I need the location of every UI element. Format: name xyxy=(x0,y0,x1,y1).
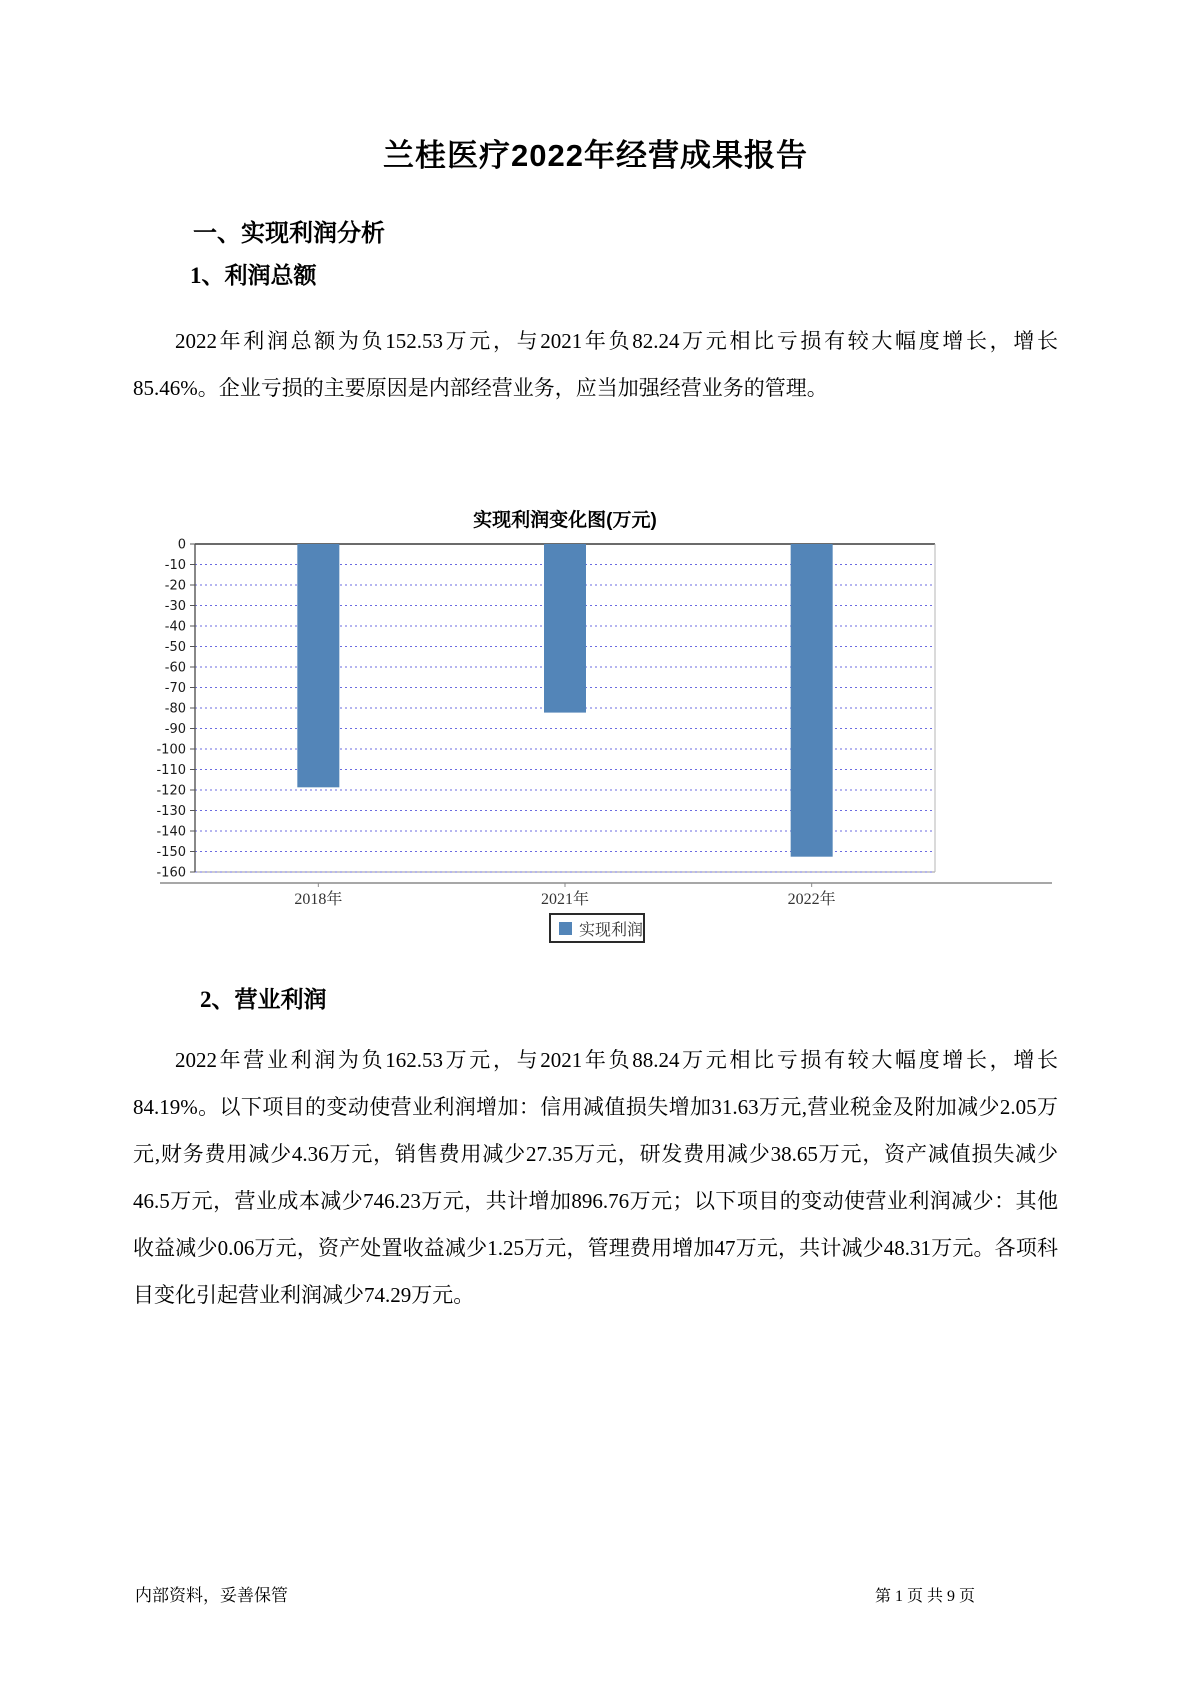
footer-page-number: 第 1 页 共 9 页 xyxy=(874,1588,975,1605)
y-tick-label: -10 xyxy=(164,558,186,573)
footer-confidential-note: 内部资料，妥善保管 xyxy=(135,1586,288,1605)
x-tick-label: 2021年 xyxy=(540,891,590,908)
legend-swatch xyxy=(559,922,572,935)
x-tick-label: 2018年 xyxy=(294,891,343,908)
y-tick-label: -70 xyxy=(164,681,186,696)
legend-label: 实现利润 xyxy=(579,922,644,939)
bar-2021年 xyxy=(544,544,586,713)
y-tick-label: -50 xyxy=(164,640,186,655)
x-tick-label: 2022年 xyxy=(787,891,836,908)
y-tick-label: -80 xyxy=(164,701,186,717)
y-tick-label: -130 xyxy=(156,804,186,819)
y-tick-label: -30 xyxy=(164,599,186,614)
bar-2022年 xyxy=(791,544,833,857)
y-tick-label: -60 xyxy=(164,660,186,676)
subsection-heading-total-profit: 1、利润总额 xyxy=(190,263,317,288)
bar-2018年 xyxy=(297,544,339,787)
y-tick-label: -120 xyxy=(156,783,186,799)
y-tick-label: -20 xyxy=(164,578,186,594)
profit-chart-svg xyxy=(140,495,1070,950)
y-tick-label: 0 xyxy=(177,537,186,553)
y-tick-label: -150 xyxy=(156,845,186,860)
chart-title: 实现利润变化图(万元) xyxy=(473,510,657,531)
y-tick-label: -90 xyxy=(164,722,186,737)
paragraph-operating-profit: 2022年营业利润为负162.53万元，与2021年负88.24万元相比亏损有较大幅度增长，增长84.19%。以下项目的变动使营业利润增加：信用减值损失增加31.63万元,营业税金及附加减少2.05万元,财务费用减少4.36万元，销售费用减少27.35万元，研发费用减少38.65万元，资产减值损失减少46.5万元，营业成本减少746.23万元，共计增加896.76万元；以下项目的变动使营业利润减少：其他收益减少0.06万元，资产处置收益减少1.25万元，管理费用增加47万元，共计减少48.31万元。各项科目变化引起营业利润减少74.29万元。 xyxy=(133,1048,1058,1307)
profit-change-chart xyxy=(140,495,1070,950)
subsection-heading-operating-profit: 2、营业利润 xyxy=(200,987,327,1012)
y-tick-label: -140 xyxy=(156,824,186,840)
y-tick-label: -100 xyxy=(156,742,186,758)
y-tick-label: -110 xyxy=(156,763,186,778)
y-tick-label: -160 xyxy=(156,865,186,881)
document-title: 兰桂医疗2022年经营成果报告 xyxy=(383,138,808,173)
y-tick-label: -40 xyxy=(164,619,186,635)
paragraph-total-profit: 2022年利润总额为负152.53万元，与2021年负82.24万元相比亏损有较大幅度增长，增长85.46%。企业亏损的主要原因是内部经营业务，应当加强经营业务的管理。 xyxy=(133,329,1058,400)
section-heading-profit-analysis: 一、实现利润分析 xyxy=(193,220,385,247)
